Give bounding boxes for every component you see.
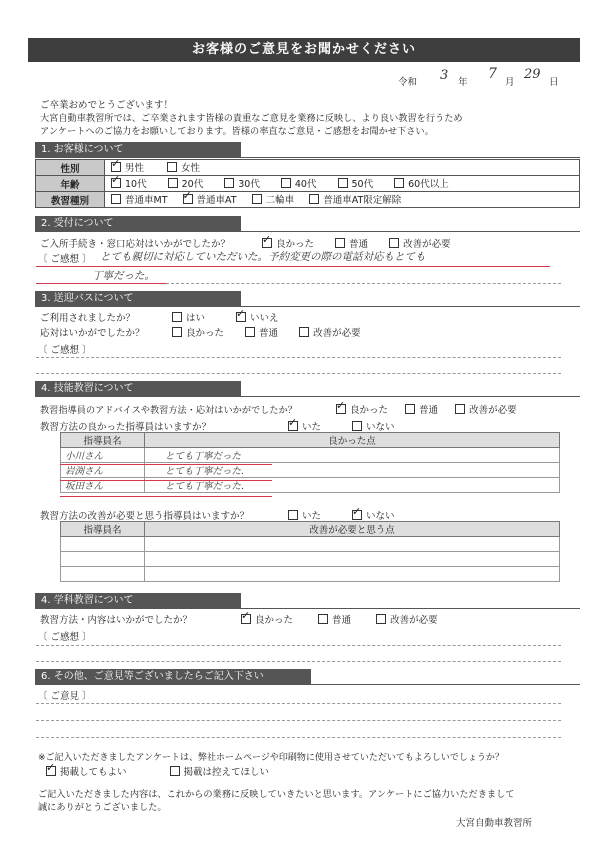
skill-advice-good[interactable]: ✓ 良かった <box>336 402 388 416</box>
section-3-rule <box>35 306 580 307</box>
checkbox-skill-good[interactable] <box>336 404 346 414</box>
classroom-comment-rule-2 <box>36 661 561 662</box>
age-option-50s[interactable]: 50代 <box>338 176 374 190</box>
good-instructor-no[interactable]: いない <box>352 419 395 433</box>
intro-line-1: ご卒業おめでとうございます！ <box>40 100 174 111</box>
table-row <box>61 552 560 567</box>
date-month-unit: 月 <box>505 77 515 88</box>
instructor-point[interactable]: とても丁寧だった. <box>145 463 560 478</box>
table-row <box>61 567 560 582</box>
checkbox-bus-good[interactable] <box>172 327 182 337</box>
checkbox-bus-improve[interactable] <box>299 327 309 337</box>
consent-allow[interactable]: ✓ 掲載してもよい <box>46 764 127 778</box>
skill-advice-options <box>336 402 517 417</box>
checkbox-bus-no[interactable] <box>236 312 246 322</box>
checkbox-good-no[interactable] <box>352 421 362 431</box>
checkbox-reception-normal[interactable] <box>335 238 345 248</box>
bus-service-normal[interactable]: 普通 <box>245 325 278 339</box>
signature: 大宮自動車教習所 <box>456 818 533 829</box>
table-row <box>61 537 560 552</box>
closing-line-1: ご記入いただきました内容は、これからの業務に反映していきたいと思います。アンケートにご協力いただきまして <box>38 789 515 800</box>
classroom-question: 教習方法・内容はいかがでしたか？ <box>40 615 193 626</box>
course-type-options <box>105 192 580 208</box>
good-col-name: 指導員名 <box>61 433 145 448</box>
reception-option-normal[interactable]: 普通 <box>335 236 368 250</box>
type-option-motorcycle[interactable]: 二輪車 <box>252 192 295 206</box>
type-option-mt[interactable]: 普通車MT <box>111 192 168 206</box>
instructor-point[interactable]: とても丁寧だった <box>145 448 560 463</box>
gender-option-male[interactable]: ✓ 男性 <box>111 160 144 174</box>
good-row-1-underline <box>60 464 272 465</box>
bus-comment-rule-1 <box>36 357 561 358</box>
section-5-header: 4. 学科教習について <box>35 593 241 608</box>
bus-usage-options <box>172 310 279 325</box>
improve-instructor-table <box>60 521 560 582</box>
age-option-10s[interactable]: ✓ 10代 <box>111 176 147 190</box>
date-year-unit: 年 <box>458 77 468 88</box>
checkbox-good-yes[interactable] <box>288 421 298 431</box>
other-comment-rule-3 <box>36 737 561 738</box>
gender-label: 性別 <box>36 160 105 176</box>
improve-col-name: 指導員名 <box>61 522 145 537</box>
checkbox-60s-plus[interactable] <box>394 178 404 188</box>
section-2-header: 2. 受付について <box>35 216 241 231</box>
good-instructor-question: 教習方法の良かった指導員はいますか？ <box>40 422 212 433</box>
instructor-point[interactable] <box>145 567 560 582</box>
age-label: 年齢 <box>36 176 105 192</box>
checkbox-classroom-normal[interactable] <box>318 614 328 624</box>
course-type-label: 教習種別 <box>36 192 105 208</box>
checkbox-20s[interactable] <box>168 178 178 188</box>
table-row <box>61 448 560 463</box>
instructor-point[interactable] <box>145 552 560 567</box>
checkbox-50s[interactable] <box>338 178 348 188</box>
bus-usage-yes[interactable]: はい <box>172 310 205 324</box>
instructor-name[interactable] <box>61 552 145 567</box>
bus-service-improve[interactable]: 改善が必要 <box>299 325 361 339</box>
classroom-comment-rule-1 <box>36 645 561 646</box>
checkbox-bus-normal[interactable] <box>245 327 255 337</box>
instructor-name[interactable]: 坂田さん <box>61 478 145 493</box>
good-col-point: 良かった点 <box>145 433 560 448</box>
bus-service-options <box>172 325 361 340</box>
consent-options <box>46 764 269 779</box>
instructor-name[interactable]: 岩渕さん <box>61 463 145 478</box>
good-row-2-underline <box>60 480 272 481</box>
improve-instructor-question: 教習方法の改善が必要と思う指導員はいますか？ <box>40 511 250 522</box>
reception-comment-line-1[interactable]: とても親切に対応していただいた。予約変更の際の電話対応もとても <box>100 251 426 263</box>
good-row-3-underline <box>60 496 272 497</box>
classroom-comment-label: 〔 ご感想 〕 <box>38 632 92 643</box>
good-instructor-table <box>60 432 560 493</box>
classroom-good[interactable]: ✓ 良かった <box>241 612 293 626</box>
checkbox-reception-good[interactable] <box>262 238 272 248</box>
bus-comment-label: 〔 ご感想 〕 <box>38 345 92 356</box>
classroom-normal[interactable]: 普通 <box>318 612 351 626</box>
checkbox-consent-allow[interactable] <box>46 766 56 776</box>
checkbox-male[interactable] <box>111 162 121 172</box>
reception-comment-rule <box>166 283 561 284</box>
customer-profile-table <box>35 159 580 208</box>
instructor-name[interactable]: 小川さん <box>61 448 145 463</box>
section-6-header: 6. その他、ご意見等ございましたらご記入下さい <box>35 669 311 684</box>
good-instructor-yes[interactable]: ✓ いた <box>288 419 321 433</box>
checkbox-skill-improve[interactable] <box>455 404 465 414</box>
section-2-rule <box>35 231 580 232</box>
section-4-header: 4. 技能教習について <box>35 381 241 396</box>
checkbox-10s[interactable] <box>111 178 121 188</box>
checkbox-skill-normal[interactable] <box>405 404 415 414</box>
skill-advice-normal[interactable]: 普通 <box>405 402 438 416</box>
checkbox-classroom-good[interactable] <box>241 614 251 624</box>
section-3-header: 3. 送迎バスについて <box>35 291 241 306</box>
checkbox-mt[interactable] <box>111 194 121 204</box>
skill-advice-question: 教習指導員のアドバイスや教習方法・応対はいかがでしたか？ <box>40 405 297 416</box>
gender-options <box>105 160 580 176</box>
date-era: 令和 <box>398 77 418 88</box>
reception-comment-underline-1 <box>36 266 550 267</box>
reception-comment-line-2[interactable]: 丁寧だった。 <box>92 270 155 282</box>
reception-comment-label: 〔 ご感想 〕 <box>38 254 92 265</box>
instructor-name[interactable] <box>61 537 145 552</box>
bus-usage-no[interactable]: ✓ いいえ <box>236 310 279 324</box>
other-comment-label: 〔 ご意見 〕 <box>38 691 92 702</box>
checkbox-at[interactable] <box>183 194 193 204</box>
date-day-unit: 日 <box>549 77 559 88</box>
checkbox-female[interactable] <box>167 162 177 172</box>
consent-question: ※ご記入いただきましたアンケートは、弊社ホームページや印刷物に使用させていただいてもよろしいでしょうか？ <box>38 753 504 763</box>
section-5-rule <box>35 608 580 609</box>
improve-col-point: 改善が必要と思う点 <box>145 522 560 537</box>
bus-comment-rule-2 <box>36 373 561 374</box>
improve-instructor-yes[interactable]: いた <box>288 508 321 522</box>
bus-service-good[interactable]: 良かった <box>172 325 224 339</box>
classroom-options <box>241 612 438 627</box>
bus-usage-question: ご利用されましたか？ <box>40 313 136 324</box>
checkbox-30s[interactable] <box>224 178 234 188</box>
gender-option-female[interactable]: 女性 <box>167 160 200 174</box>
instructor-name[interactable] <box>61 567 145 582</box>
checkbox-reception-improve[interactable] <box>389 238 399 248</box>
checkbox-improve-yes[interactable] <box>288 510 298 520</box>
checkbox-motorcycle[interactable] <box>252 194 262 204</box>
checkbox-at-removal[interactable] <box>309 194 319 204</box>
age-option-40s[interactable]: 40代 <box>281 176 317 190</box>
reception-question: ご入所手続き・窓口応対はいかがでしたか？ <box>40 239 231 250</box>
reception-comment-underline-2 <box>36 283 166 284</box>
age-option-20s[interactable]: 20代 <box>168 176 204 190</box>
date-year[interactable]: 3 <box>440 68 449 83</box>
other-comment-rule-1 <box>36 703 561 704</box>
instructor-point[interactable] <box>145 537 560 552</box>
checkbox-bus-yes[interactable] <box>172 312 182 322</box>
reception-option-good[interactable]: ✓ 良かった <box>262 236 314 250</box>
age-option-30s[interactable]: 30代 <box>224 176 260 190</box>
checkbox-improve-no[interactable] <box>352 510 362 520</box>
skill-advice-improve[interactable]: 改善が必要 <box>455 402 517 416</box>
section-6-rule <box>35 684 580 685</box>
checkbox-classroom-improve[interactable] <box>376 614 386 624</box>
reception-option-improve[interactable]: 改善が必要 <box>389 236 451 250</box>
date-month[interactable]: 7 <box>488 66 497 82</box>
bus-service-question: 応対はいかがでしたか？ <box>40 328 145 339</box>
instructor-point[interactable]: とても丁寧だった. <box>145 478 560 493</box>
intro-line-3: アンケートへのご協力をお願いしております。皆様の率直なご意見・ご感想をお聞かせ下さい。 <box>40 126 434 137</box>
date-day[interactable]: 29 <box>524 67 541 82</box>
checkbox-40s[interactable] <box>281 178 291 188</box>
section-4-rule <box>35 396 580 397</box>
form-title: お客様のご意見をお聞かせください <box>28 38 580 62</box>
improve-instructor-no[interactable]: ✓ いない <box>352 508 395 522</box>
consent-decline[interactable]: 掲載は控えてほしい <box>170 764 270 778</box>
other-comment-rule-2 <box>36 720 561 721</box>
age-options <box>105 176 580 192</box>
checkbox-consent-decline[interactable] <box>170 766 180 776</box>
section-1-header: 1. お客様について <box>35 142 241 157</box>
closing-line-2: 誠にありがとうございました。 <box>38 802 167 813</box>
classroom-improve[interactable]: 改善が必要 <box>376 612 438 626</box>
intro-line-2: 大宮自動車教習所では、ご卒業されます皆様の貴重なご意見を業務に反映し、より良い教習を行うため <box>40 113 463 124</box>
age-option-60s-plus[interactable]: 60代以上 <box>394 176 449 190</box>
type-option-at-removal[interactable]: 普通車AT限定解除 <box>309 192 401 206</box>
type-option-at[interactable]: ✓ 普通車AT <box>183 192 237 206</box>
